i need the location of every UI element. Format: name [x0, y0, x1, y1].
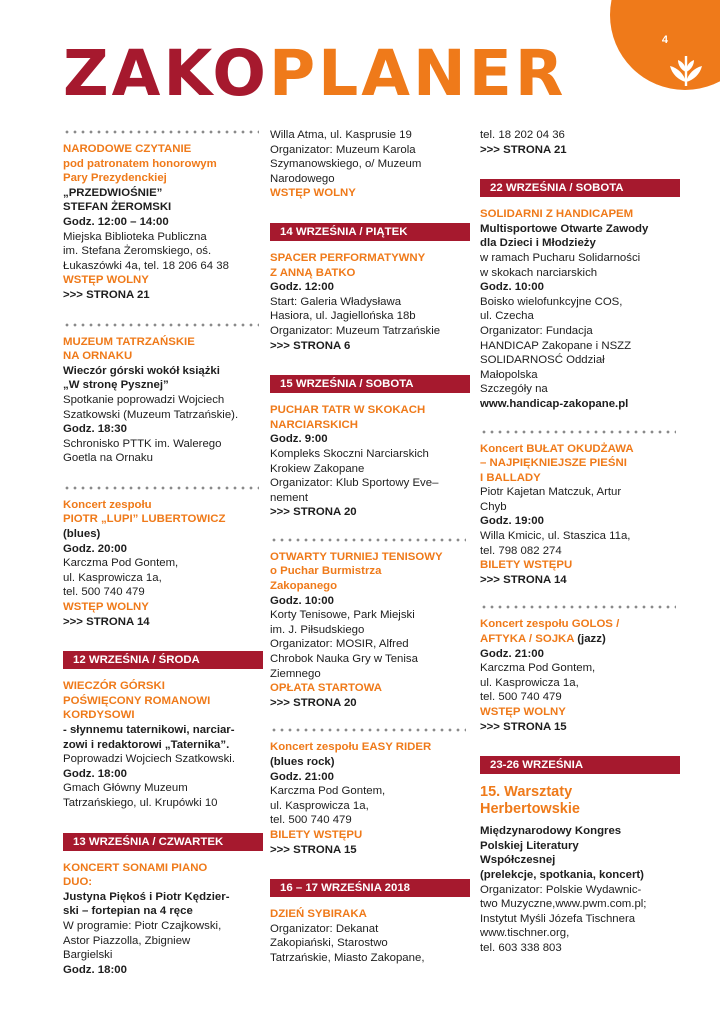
event-title: Koncert zespołu — [63, 498, 152, 511]
event-desc: two Muzyczne,www.pwm.com.pl; — [480, 898, 647, 911]
event-place: Organizator: Klub Sportowy Eve– — [270, 477, 439, 490]
event-place: Zakopiański, Starostwo — [270, 937, 388, 950]
event-title: Z ANNĄ BATKO — [270, 266, 356, 279]
event-desc: Piotr Kajetan Matczuk, Artur — [480, 486, 622, 499]
event-subtitle: Multisportowe Otwarte Zawody — [480, 222, 649, 235]
event-page-ref: >>> STRONA 15 — [270, 843, 357, 856]
event-page-ref: >>> STRONA 21 — [63, 288, 150, 301]
event-tickets: BILETY WSTĘPU — [270, 828, 363, 841]
event-title: Zakopanego — [270, 580, 338, 593]
event-place: tel. 798 082 274 — [480, 544, 562, 557]
dotted-divider — [63, 486, 259, 490]
event-page-ref: >>> STRONA 20 — [270, 696, 357, 709]
event-title: POŚWIĘCONY ROMANOWI — [63, 694, 211, 707]
event-place: Schronisko PTTK im. Walerego — [63, 437, 222, 450]
event-place: Willa Kmicic, ul. Staszica 11a, — [480, 530, 631, 543]
event-time: Godz. 21:00 — [270, 770, 334, 783]
event-place: Goetla na Ornaku — [63, 452, 153, 465]
dotted-divider — [63, 130, 259, 134]
dotted-divider — [63, 323, 259, 327]
event-desc: Spotkanie poprowadzi Wojciech — [63, 393, 225, 406]
event-title: SPACER PERFORMATYWNY — [270, 251, 426, 264]
event-continued — [480, 128, 680, 163]
event-place: im. J. Piłsudskiego — [270, 623, 365, 636]
event-time: Godz. 10:00 — [480, 281, 544, 294]
event-place: Miejska Biblioteka Publiczna — [63, 230, 207, 243]
event-place: Organizator: Muzeum Tatrzańskie — [270, 324, 441, 337]
event-subtitle: - słynnemu taternikowi, narciar- — [63, 724, 235, 736]
event-place: SOLIDARNOSĆ Oddział — [480, 354, 605, 367]
wheat-emblem-icon — [664, 52, 708, 88]
event-subtitle: „PRZEDWIOŚNIE” — [63, 186, 163, 199]
event-time: Godz. 18:00 — [63, 963, 127, 976]
event-place: Małopolska — [480, 368, 538, 381]
event-subtitle: zowi i redaktorowi „Taternika”. — [63, 738, 230, 751]
logo-zako: ZAKO — [63, 37, 269, 110]
event-page-ref: >>> STRONA 14 — [63, 615, 150, 628]
event-place: Łukaszówki 4a, tel. 18 206 64 38 — [63, 259, 229, 272]
event-place: Boisko wielofunkcyjne COS, — [480, 295, 623, 308]
column-2 — [270, 128, 470, 972]
event-desc: tel. 603 338 803 — [480, 941, 562, 954]
event-place: Korty Tenisowe, Park Miejski — [270, 609, 415, 622]
event-kordys — [63, 679, 263, 816]
event-dzien-sybiraka — [270, 907, 470, 971]
event-place: tel. 500 740 479 — [63, 586, 145, 599]
event-time: Godz. 20:00 — [63, 542, 127, 555]
event-title: Pary Prezydenckiej — [63, 172, 167, 185]
dotted-divider — [270, 728, 466, 732]
event-time: Godz. 9:00 — [270, 433, 328, 446]
event-place: ul. Kasprowicza 1a, — [63, 571, 162, 584]
event-place: Szczegóły na — [480, 383, 548, 396]
event-desc: W programie: Piotr Czajkowski, — [63, 919, 222, 932]
event-desc: www.tischner.org, — [480, 927, 570, 940]
event-genre: (blues) — [63, 528, 101, 541]
event-entry: WSTĘP WOLNY — [63, 274, 149, 287]
event-place: ul. Kasprowicza 1a, — [480, 676, 579, 689]
event-entry: WSTĘP WOLNY — [270, 187, 356, 200]
event-place: nement — [270, 491, 308, 504]
event-place: Krokiew Zakopane — [270, 462, 365, 475]
event-time: Godz. 10:00 — [270, 594, 334, 607]
event-solidarni — [480, 207, 680, 417]
event-title: o Puchar Burmistrza — [270, 565, 382, 578]
date-header-12: 12 WRZEŚNIA / ŚRODA — [63, 651, 263, 669]
event-genre: (blues rock) — [270, 756, 335, 768]
event-place: Karczma Pod Gontem, — [63, 557, 179, 570]
event-place: Tatrzańskie, Miasto Zakopane, — [270, 951, 425, 964]
event-puchar-tatr — [270, 403, 470, 526]
event-place: Tatrzańskiego, ul. Krupówki 10 — [63, 796, 218, 809]
event-entry: WSTĘP WOLNY — [480, 706, 566, 718]
date-header-13: 13 WRZEŚNIA / CZWARTEK — [63, 833, 263, 851]
event-title: DUO: — [63, 876, 93, 889]
event-page-ref: >>> STRONA 20 — [270, 506, 357, 519]
event-subtitle: Współczesnej — [480, 854, 556, 867]
event-entry: WSTĘP WOLNY — [63, 601, 149, 614]
event-title: NARODOWE CZYTANIE — [63, 143, 192, 155]
event-title: pod patronatem honorowym — [63, 157, 217, 170]
event-title: MUZEUM TATRZAŃSKIE — [63, 335, 195, 348]
event-place: Hasiora, ul. Jagiellońska 18b — [270, 310, 416, 323]
event-spacer — [270, 251, 470, 359]
event-title: Koncert zespołu EASY RIDER — [270, 741, 432, 754]
event-place: Organizator: Fundacja — [480, 324, 593, 337]
event-muzeum-tatrzanskie — [63, 335, 263, 472]
event-title: Herbertowskie — [480, 801, 580, 818]
event-desc: Astor Piazzolla, Zbigniew — [63, 934, 191, 947]
event-place: im. Stefana Żeromskiego, oś. — [63, 245, 212, 258]
event-url-link[interactable]: www.handicap-zakopane.pl — [480, 397, 629, 410]
event-title: AFTYKA / SOJKA — [480, 633, 575, 646]
event-place: Organizator: Dekanat — [270, 922, 379, 935]
event-desc: Chyb — [480, 500, 507, 513]
date-header-23-26: 23-26 WRZEŚNIA — [480, 756, 680, 774]
event-title: 15. Warsztaty — [480, 784, 573, 801]
event-subtitle: Polskiej Literatury — [480, 839, 579, 852]
event-narodowe-czytanie — [63, 142, 263, 309]
event-lupi-lubertowicz — [63, 498, 263, 635]
event-title: SOLIDARNI Z HANDICAPEM — [480, 208, 634, 221]
event-title: PUCHAR TATR W SKOKACH — [270, 404, 426, 417]
event-okudzawa — [480, 442, 680, 594]
event-golos — [480, 617, 680, 740]
event-page-ref: >>> STRONA 15 — [480, 720, 567, 733]
event-place: Start: Galeria Władysława — [270, 295, 402, 308]
event-title: DZIEŃ SYBIRAKA — [270, 908, 367, 921]
event-fee: OPŁATA STARTOWA — [270, 682, 382, 695]
event-title: NA ORNAKU — [63, 350, 133, 363]
event-title: Koncert BUŁAT OKUDŻAWA — [480, 442, 634, 455]
event-place: ul. Czecha — [480, 310, 534, 323]
event-place: Szymanowskiego, o/ Muzeum — [270, 158, 422, 171]
event-subtitle: Justyna Piękoś i Piotr Kędzier- — [63, 890, 230, 903]
event-time: Godz. 21:00 — [480, 647, 544, 660]
event-place: tel. 500 740 479 — [270, 814, 352, 827]
event-sonami — [63, 861, 263, 984]
event-title: Koncert zespołu GOLOS / — [480, 618, 620, 631]
event-place: Organizator: Muzeum Karola — [270, 143, 416, 156]
event-place: tel. 500 740 479 — [480, 691, 562, 704]
event-subtitle: (prelekcje, spotkania, koncert) — [480, 868, 644, 881]
event-place: Gmach Główny Muzeum — [63, 782, 188, 795]
event-place: Karczma Pod Gontem, — [270, 785, 386, 798]
event-desc: Bargielski — [63, 949, 113, 962]
zakoplaner-logo — [63, 37, 567, 110]
event-willa-atma — [270, 128, 470, 207]
event-herbertowskie — [480, 784, 680, 961]
event-subtitle: STEFAN ŻEROMSKI — [63, 201, 172, 214]
event-desc: w skokach narciarskich — [480, 266, 598, 279]
event-tickets: BILETY WSTĘPU — [480, 559, 573, 572]
event-easy-rider — [270, 740, 470, 863]
event-place: Organizator: MOSIR, Alfred — [270, 638, 409, 651]
event-title: KORDYSOWI — [63, 709, 135, 722]
event-genre: (jazz) — [574, 633, 606, 646]
event-place: Narodowego — [270, 172, 335, 185]
event-turniej-tenisowy — [270, 550, 470, 717]
event-title: NARCIARSKICH — [270, 418, 358, 431]
event-title: KONCERT SONAMI PIANO — [63, 861, 208, 874]
event-page-ref: >>> STRONA 14 — [480, 573, 567, 586]
event-desc: w ramach Pucharu Solidarności — [480, 251, 641, 264]
event-place: Chrobok Nauka Gry w Tenisa — [270, 653, 418, 666]
event-place: Willa Atma, ul. Kasprusie 19 — [270, 129, 412, 141]
logo-planer: PLANER — [268, 37, 567, 110]
dotted-divider — [480, 605, 676, 609]
event-time: Godz. 18:00 — [63, 767, 127, 780]
page-number: 4 — [661, 34, 668, 46]
event-subtitle: Międzynarodowy Kongres — [480, 825, 622, 838]
event-subtitle: „W stronę Pysznej” — [63, 379, 169, 392]
event-place: Ziemnego — [270, 667, 321, 680]
event-time: Godz. 12:00 — [270, 281, 334, 294]
event-title-row — [480, 632, 680, 647]
event-place: Karczma Pod Gontem, — [480, 662, 596, 675]
event-title: OTWARTY TURNIEJ TENISOWY — [270, 550, 443, 563]
event-desc: Szatkowski (Muzeum Tatrzańskie). — [63, 408, 239, 421]
date-header-16-17: 16 – 17 WRZEŚNIA 2018 — [270, 879, 470, 897]
event-place: tel. 18 202 04 36 — [480, 129, 565, 141]
column-3 — [480, 128, 680, 962]
event-subtitle: Wieczór górski wokół książki — [63, 364, 220, 377]
event-time: Godz. 12:00 – 14:00 — [63, 215, 169, 228]
date-header-15: 15 WRZEŚNIA / SOBOTA — [270, 375, 470, 393]
event-place: ul. Kasprowicza 1a, — [270, 799, 369, 812]
event-page-ref: >>> STRONA 6 — [270, 339, 351, 352]
dotted-divider — [480, 430, 676, 434]
event-title: PIOTR „LUPI” LUBERTOWICZ — [63, 513, 226, 526]
event-time: Godz. 19:00 — [480, 515, 544, 528]
event-place: Kompleks Skoczni Narciarskich — [270, 447, 429, 460]
event-subtitle: dla Dzieci i Młodzieży — [480, 237, 596, 250]
event-subtitle: ski – fortepian na 4 ręce — [63, 905, 193, 918]
dotted-divider — [270, 538, 466, 542]
event-title: WIECZÓR GÓRSKI — [63, 680, 165, 693]
column-1 — [63, 124, 263, 983]
event-time: Godz. 18:30 — [63, 423, 127, 436]
event-desc: Organizator: Polskie Wydawnic- — [480, 883, 642, 896]
date-header-22: 22 WRZEŚNIA / SOBOTA — [480, 179, 680, 197]
event-desc: Instytut Myśli Józefa Tischnera — [480, 912, 636, 925]
event-desc: Poprowadzi Wojciech Szatkowski. — [63, 753, 235, 766]
event-title: I BALLADY — [480, 471, 541, 484]
date-header-14: 14 WRZEŚNIA / PIĄTEK — [270, 223, 470, 241]
event-place: HANDICAP Zakopane i NSZZ — [480, 339, 632, 352]
event-page-ref: >>> STRONA 21 — [480, 143, 567, 156]
event-title: – NAJPIĘKNIEJSZE PIEŚNI — [480, 457, 627, 470]
